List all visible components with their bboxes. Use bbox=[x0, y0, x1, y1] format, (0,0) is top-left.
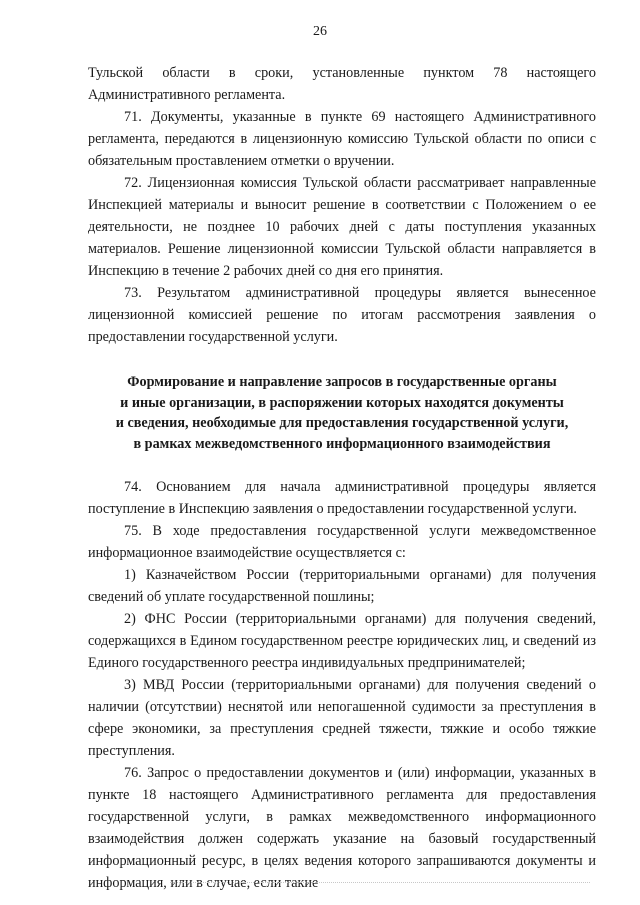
list-item-2: 2) ФНС России (территориальными органами) для получения сведений, содержащихся в Едином государственном реестре юридических лиц, и сведений из Единого государственного реестра индивидуальных предпринимателей; bbox=[88, 611, 596, 671]
paragraph-76: 76. Запрос о предоставлении документов и (или) информации, указанных в пункте 18 настоящего Административного регламента для предоставления государственной услуги, в рамках межведомственного информационного взаимодействия должен содержать указание на базовый государственный информационный ресурс, в целях ведения которого запрашиваются документы и информация, или в случае, если такие bbox=[88, 765, 596, 891]
paragraph-74: 74. Основанием для начала административной процедуры является поступление в Инспекцию заявления о предоставлении государственной услуги. bbox=[88, 479, 596, 517]
section-heading-line: и сведения, необходимые для предоставления государственной услуги, bbox=[115, 415, 569, 431]
scan-artifact-divider bbox=[170, 882, 590, 884]
paragraph-continuation: Тульской области в сроки, установленные пунктом 78 настоящего Административного регламента. bbox=[88, 65, 596, 103]
document-body bbox=[88, 62, 596, 894]
section-heading bbox=[88, 372, 596, 454]
section-heading-line: и иные организации, в распоряжении которых находятся документы bbox=[120, 394, 564, 411]
section-heading-line: в рамках межведомственного информационного взаимодействия bbox=[133, 435, 551, 452]
paragraph-71: 71. Документы, указанные в пункте 69 настоящего Административного регламента, передаются в лицензионную комиссию Тульской области по описи с обязательным проставлением отметки о вручении. bbox=[88, 109, 596, 169]
list-item-1: 1) Казначейством России (территориальными органами) для получения сведений об уплате государственной пошлины; bbox=[88, 567, 596, 605]
page-number: 26 bbox=[313, 24, 327, 39]
list-item-3: 3) МВД России (территориальными органами) для получения сведений о наличии (отсутствии) неснятой или непогашенной судимости за преступления в сфере экономики, за преступления средней тяжести, тяжкие и особо тяжкие преступления. bbox=[88, 677, 596, 759]
paragraph-73: 73. Результатом административной процедуры является вынесенное лицензионной комиссией решение по итогам рассмотрения заявления о предоставлении государственной услуги. bbox=[88, 285, 596, 345]
paragraph-72: 72. Лицензионная комиссия Тульской области рассматривает направленные Инспекцией материалы и выносит решение в соответствии с Положением о ее деятельности, не позднее 10 рабочих дней с даты поступления указанных материалов. Решение лицензионной комиссии Тульской области направляется в Инспекцию в течение 2 рабочих дней со дня его принятия. bbox=[88, 175, 596, 279]
section-heading-line: Формирование и направление запросов в государственные органы bbox=[127, 374, 557, 390]
paragraph-75: 75. В ходе предоставления государственной услуги межведомственное информационное взаимодействие осуществляется с: bbox=[88, 523, 596, 561]
